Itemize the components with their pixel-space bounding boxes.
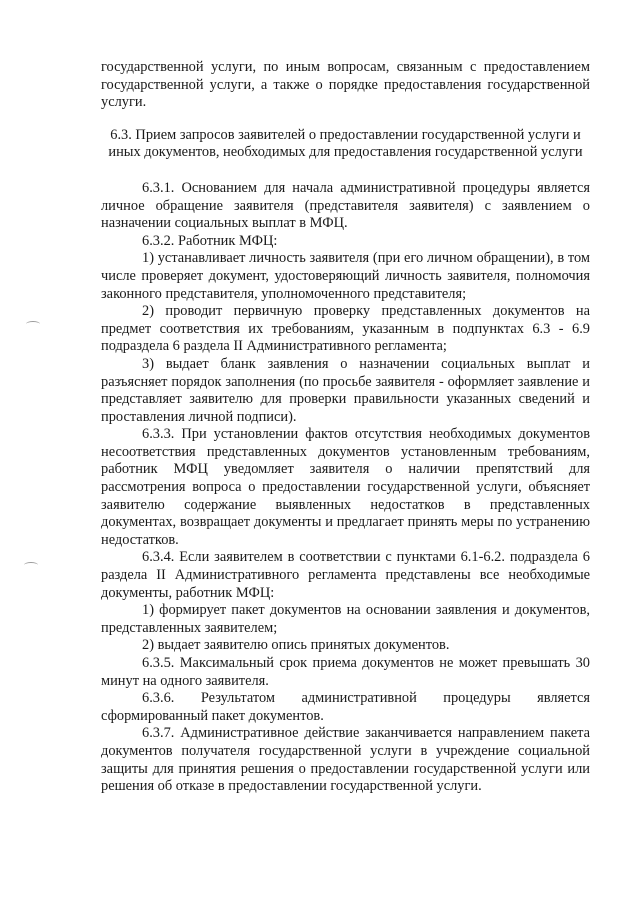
paragraph-6-3-5: 6.3.5. Максимальный срок приема документов не может превышать 30 минут на одного заявителя.: [101, 655, 590, 689]
list-item-6-3-4-1: 1) формирует пакет документов на основании заявления и документов, представленных заявителем;: [101, 602, 590, 636]
intro-paragraph: государственной услуги, по иным вопросам, связанным с предоставлением государственной услуги, а также о порядке предоставления государственной услуги.: [101, 59, 590, 111]
list-item-6-3-4-2: 2) выдает заявителю опись принятых документов.: [142, 637, 450, 654]
paragraph-6-3-1: 6.3.1. Основанием для начала административной процедуры является личное обращение заявителя (представителя заявителя) с заявлением о назначении социальных выплат в МФЦ.: [101, 179, 590, 232]
document-body: [101, 59, 590, 796]
list-item-6-3-2-2: 2) проводит первичную проверку представленных документов на предмет соответствия их требованиям, указанным в подпунктах 6.3 - 6.9 подраздела 6 раздела II Административного регламента;: [101, 303, 590, 355]
paragraph-6-3-2: 6.3.2. Работник МФЦ:: [142, 232, 278, 249]
paragraph-6-3-6: 6.3.6. Результатом административной процедуры является сформированный пакет документов.: [101, 690, 590, 724]
scan-margin-mark: [26, 321, 40, 327]
section-heading: [101, 127, 590, 162]
paragraph-6-3-7: 6.3.7. Административное действие заканчивается направлением пакета документов получателя государственной услуги в учреждение социальной защиты для принятия решения о предоставлении государственной услуги или решения об отказе в предоставлении государственной услуги.: [101, 725, 590, 795]
scan-margin-mark: [24, 562, 38, 568]
list-item-6-3-2-1: 1) устанавливает личность заявителя (при его личном обращении), в том числе проверяет документ, удостоверяющий личность заявителя, полномочия законного представителя, уполномоченного представителя;: [101, 250, 590, 302]
list-item-6-3-2-3: 3) выдает бланк заявления о назначении социальных выплат и разъясняет порядок заполнения (по просьбе заявителя - оформляет заявление и представляет заявителю для проверки правильности указанных сведений и проставления личной подписи).: [101, 355, 590, 425]
paragraph-6-3-3: 6.3.3. При установлении фактов отсутствия необходимых документов несоответствия представленных документов установленным требованиям, работник МФЦ уведомляет заявителя о наличии препятствий для рассмотрения вопроса о предоставлении государственной услуги, объясняет заявителю содержание выявленных недостатков в представленных документах, возвращает документы и предлагает принять меры по устранению недостатков.: [101, 426, 590, 548]
section-heading-text: 6.3. Прием запросов заявителей о предоставлении государственной услуги и иных документов, необходимых для предоставления государственной услуги: [108, 126, 583, 161]
paragraph-6-3-4: 6.3.4. Если заявителем в соответствии с пунктами 6.1-6.2. подраздела 6 раздела II Административного регламента представлены все необходимые документы, работник МФЦ:: [101, 549, 590, 601]
